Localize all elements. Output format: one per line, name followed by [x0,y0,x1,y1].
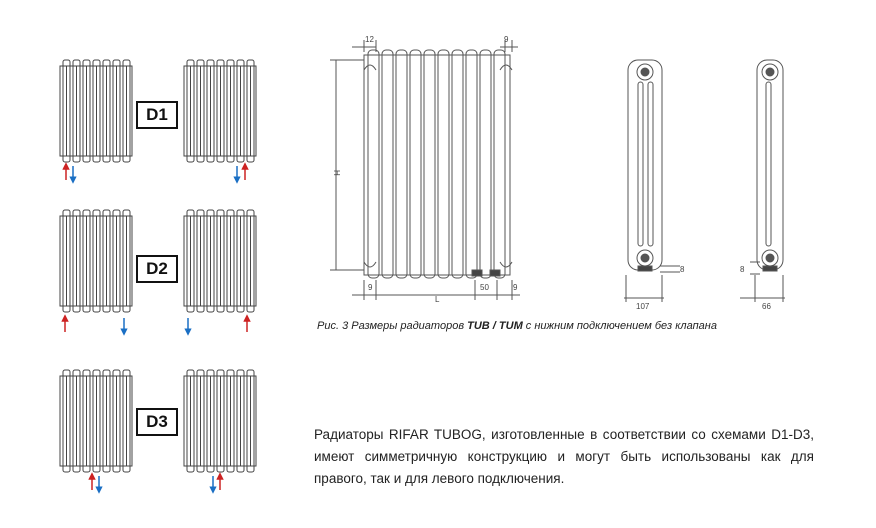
caption-models: TUB / TUM [467,320,523,332]
dim-height: H [332,170,341,176]
scheme-d2-arrows [65,318,247,332]
dim-top-left: 12 [365,35,374,44]
figure-caption [317,320,717,332]
description-paragraph: Радиаторы RIFAR TUBOG, изготовленные в соответствии со схемами D1-D3, имеют симметричную конструкцию и могут быть использованы как для правого, так и для левого подключения. [314,427,814,486]
dim-connection-spacing: 50 [480,283,489,292]
scheme-d3-left-radiator [60,370,132,472]
scheme-d1-label: D1 [136,101,178,129]
front-view-radiator [364,50,512,278]
scheme-d3-right-radiator [184,370,256,472]
dim-bottom-left: 9 [368,283,373,292]
scheme-d1-arrows [66,166,245,180]
scheme-d3-label: D3 [136,408,178,436]
dim-depth-3col: 107 [636,302,650,311]
dim-side2-small: 8 [740,265,745,274]
scheme-d2-right-radiator [184,210,256,312]
dim-bottom-right: 9 [513,283,518,292]
side-view-three-column [624,60,680,302]
dim-side-small: 8 [680,265,685,274]
caption-prefix: Рис. 3 Размеры радиаторов [317,320,468,332]
scheme-d1-left-radiator [60,60,132,162]
dim-length: L [435,295,440,304]
dimension-drawing [310,0,870,320]
dim-top-right: 9 [504,35,509,44]
scheme-d1-right-radiator [184,60,256,162]
scheme-d2-left-radiator [60,210,132,312]
scheme-d2-label: D2 [136,255,178,283]
scheme-d3-arrows [92,476,220,490]
dim-depth-2col: 66 [762,302,771,311]
side-view-two-column [740,60,785,302]
caption-suffix: с нижним подключением без клапана [522,320,717,332]
